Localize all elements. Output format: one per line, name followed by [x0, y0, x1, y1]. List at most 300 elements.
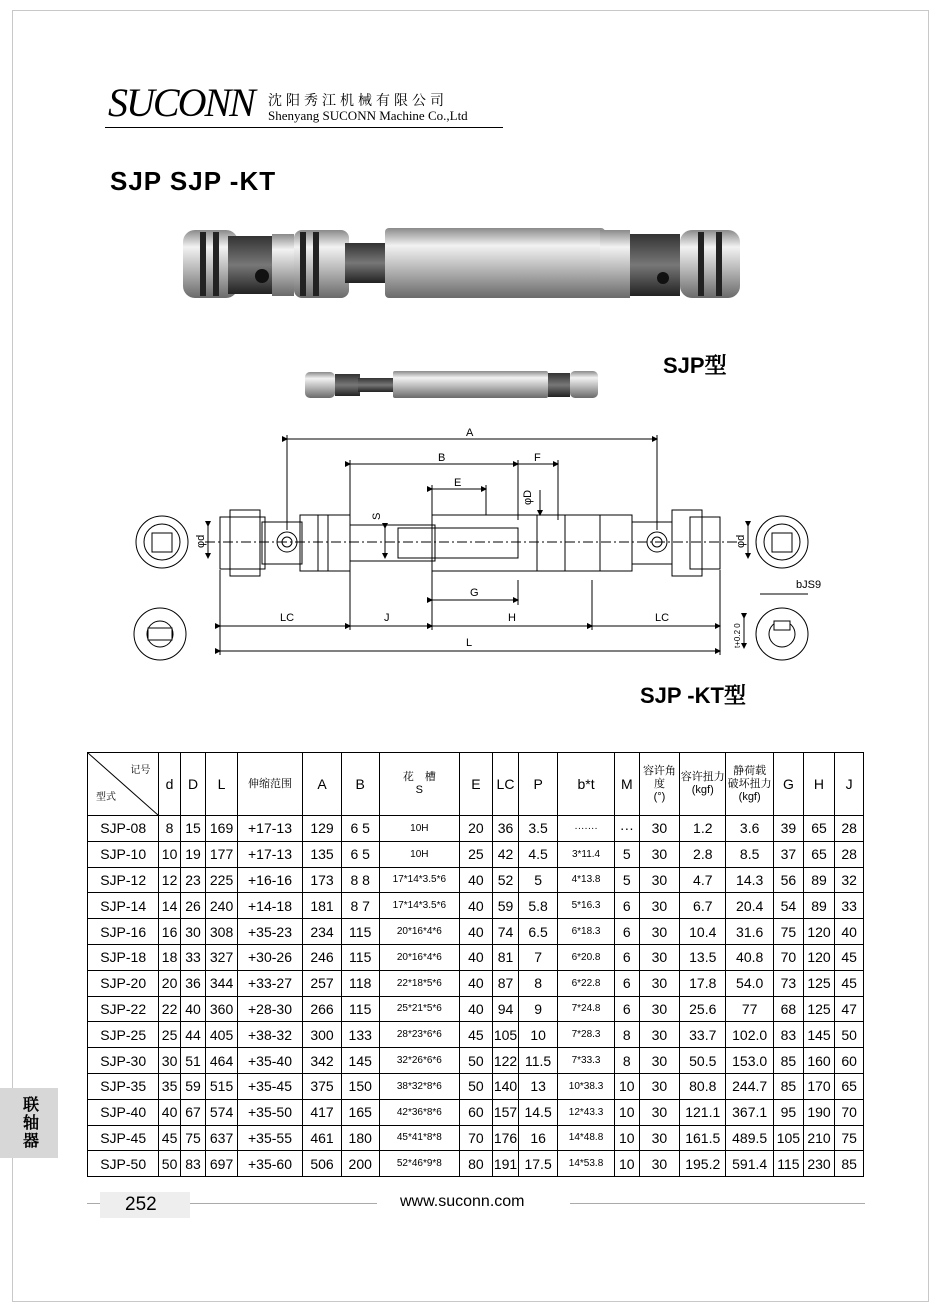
table-cell: 33 — [180, 944, 205, 970]
table-cell: 5 — [615, 841, 639, 867]
table-cell: 40 — [460, 970, 493, 996]
column-header: 花 槽 S — [379, 753, 460, 816]
table-cell: ······· — [557, 816, 614, 842]
table-cell: 39 — [774, 816, 804, 842]
table-cell: 20.4 — [726, 893, 774, 919]
table-cell: 6*22.8 — [557, 970, 614, 996]
table-cell: 10*38.3 — [557, 1073, 614, 1099]
table-cell: 30 — [639, 816, 680, 842]
table-cell: 300 — [303, 1022, 342, 1048]
table-cell: 74 — [492, 919, 519, 945]
dim-A: A — [466, 427, 474, 439]
table-cell: 360 — [206, 996, 238, 1022]
table-cell: 81 — [492, 944, 519, 970]
large-shaft-photo — [183, 228, 740, 298]
table-cell: 7 — [519, 944, 558, 970]
dim-H: H — [508, 612, 516, 624]
table-cell: 7*28.3 — [557, 1022, 614, 1048]
table-row — [88, 1151, 864, 1177]
table-cell: 15 — [180, 816, 205, 842]
table-cell: 157 — [492, 1099, 519, 1125]
table-cell: 4.7 — [680, 867, 726, 893]
table-cell: 87 — [492, 970, 519, 996]
table-row — [88, 944, 864, 970]
table-cell: 115 — [774, 1151, 804, 1177]
table-cell: 30 — [639, 996, 680, 1022]
table-cell: +17-13 — [237, 816, 302, 842]
table-cell: 173 — [303, 867, 342, 893]
table-cell: 6 — [615, 996, 639, 1022]
table-cell: 73 — [774, 970, 804, 996]
table-cell: 5.8 — [519, 893, 558, 919]
table-cell: 50 — [159, 1151, 180, 1177]
table-cell: 230 — [803, 1151, 835, 1177]
table-cell: 160 — [803, 1048, 835, 1074]
table-cell: 10 — [615, 1151, 639, 1177]
table-cell: 70 — [460, 1125, 493, 1151]
table-cell: 5 — [615, 867, 639, 893]
table-cell: +35-45 — [237, 1073, 302, 1099]
table-cell: 8.5 — [726, 841, 774, 867]
table-cell: 10 — [615, 1125, 639, 1151]
dim-LC-left: LC — [280, 612, 295, 624]
table-cell: 50.5 — [680, 1048, 726, 1074]
table-cell: +33-27 — [237, 970, 302, 996]
table-cell: 122 — [492, 1048, 519, 1074]
table-cell: 17*14*3.5*6 — [379, 867, 460, 893]
table-cell: 4.5 — [519, 841, 558, 867]
table-cell: 10.4 — [680, 919, 726, 945]
table-cell: 38*32*8*6 — [379, 1073, 460, 1099]
table-cell: 40 — [460, 996, 493, 1022]
table-cell: 344 — [206, 970, 238, 996]
table-cell: 83 — [774, 1022, 804, 1048]
table-cell: 2.8 — [680, 841, 726, 867]
table-cell: 5 — [519, 867, 558, 893]
model-cell: SJP-20 — [88, 970, 159, 996]
small-shaft-photo — [305, 371, 598, 398]
table-cell: 6 — [615, 970, 639, 996]
table-cell: 8 — [615, 1048, 639, 1074]
table-cell: 246 — [303, 944, 342, 970]
table-cell: 11.5 — [519, 1048, 558, 1074]
column-header: J — [835, 753, 864, 816]
table-cell: 225 — [206, 867, 238, 893]
table-cell: 145 — [341, 1048, 379, 1074]
table-cell: 17.5 — [519, 1151, 558, 1177]
table-cell: 10 — [519, 1022, 558, 1048]
table-cell: 461 — [303, 1125, 342, 1151]
model-cell: SJP-16 — [88, 919, 159, 945]
column-header: H — [803, 753, 835, 816]
table-cell: 20 — [159, 970, 180, 996]
table-cell: 56 — [774, 867, 804, 893]
dimension-labels — [195, 427, 821, 649]
table-cell: 308 — [206, 919, 238, 945]
column-header: B — [341, 753, 379, 816]
table-cell: 40 — [460, 944, 493, 970]
table-cell: 26 — [180, 893, 205, 919]
table-cell: 118 — [341, 970, 379, 996]
website-link[interactable]: www.suconn.com — [400, 1193, 525, 1210]
table-cell: 25*21*5*6 — [379, 996, 460, 1022]
table-cell: 125 — [803, 970, 835, 996]
column-header: G — [774, 753, 804, 816]
table-cell: 464 — [206, 1048, 238, 1074]
table-cell: 3*11.4 — [557, 841, 614, 867]
table-cell: 40 — [460, 919, 493, 945]
table-cell: 51 — [180, 1048, 205, 1074]
model-cell: SJP-18 — [88, 944, 159, 970]
table-cell: 7*33.3 — [557, 1048, 614, 1074]
table-cell: 6 — [615, 919, 639, 945]
page-title: SJP SJP -KT — [110, 166, 277, 196]
dim-phiD: φD — [522, 489, 534, 505]
table-cell: 417 — [303, 1099, 342, 1125]
table-cell: 85 — [774, 1073, 804, 1099]
table-cell: 176 — [492, 1125, 519, 1151]
column-header: b*t — [557, 753, 614, 816]
table-cell: 37 — [774, 841, 804, 867]
table-cell: 54.0 — [726, 970, 774, 996]
table-cell: +17-13 — [237, 841, 302, 867]
column-header: 静荷载 破坏扭力 (kgf) — [726, 753, 774, 816]
table-cell: 85 — [835, 1151, 864, 1177]
spec-table — [87, 752, 864, 1177]
table-cell: 6*20.8 — [557, 944, 614, 970]
table-cell: 8 7 — [341, 893, 379, 919]
dim-E: E — [454, 477, 462, 489]
table-cell: 8 — [615, 1022, 639, 1048]
table-row — [88, 919, 864, 945]
table-cell: 14.5 — [519, 1099, 558, 1125]
table-cell: 140 — [492, 1073, 519, 1099]
model-cell: SJP-08 — [88, 816, 159, 842]
table-cell: 85 — [774, 1048, 804, 1074]
dim-S: S — [371, 512, 383, 520]
table-cell: 60 — [460, 1099, 493, 1125]
table-cell: 125 — [803, 996, 835, 1022]
table-cell: 133 — [341, 1022, 379, 1048]
table-cell: 89 — [803, 893, 835, 919]
table-cell: 105 — [774, 1125, 804, 1151]
table-cell: 94 — [492, 996, 519, 1022]
column-header: D — [180, 753, 205, 816]
table-cell: 22*18*5*6 — [379, 970, 460, 996]
table-cell: 30 — [639, 919, 680, 945]
table-cell: 342 — [303, 1048, 342, 1074]
table-cell: 30 — [639, 1073, 680, 1099]
table-cell: 33.7 — [680, 1022, 726, 1048]
table-cell: 28 — [835, 816, 864, 842]
table-cell: 50 — [460, 1073, 493, 1099]
table-cell: 121.1 — [680, 1099, 726, 1125]
table-cell: 6 5 — [341, 816, 379, 842]
table-cell: 5*16.3 — [557, 893, 614, 919]
table-cell: 75 — [180, 1125, 205, 1151]
side-tab: 联轴器 — [0, 1088, 58, 1158]
table-cell: 1.2 — [680, 816, 726, 842]
table-cell: 32*26*6*6 — [379, 1048, 460, 1074]
table-cell: 30 — [639, 970, 680, 996]
table-cell: 65 — [803, 816, 835, 842]
table-cell: 10H — [379, 841, 460, 867]
column-header: L — [206, 753, 238, 816]
footer-rule-right — [570, 1203, 865, 1204]
table-cell: 153.0 — [726, 1048, 774, 1074]
table-cell: 10 — [615, 1073, 639, 1099]
table-cell: +35-50 — [237, 1099, 302, 1125]
table-cell: 7*24.8 — [557, 996, 614, 1022]
column-header: 容许角度 (°) — [639, 753, 680, 816]
table-cell: 89 — [803, 867, 835, 893]
table-cell: 6.5 — [519, 919, 558, 945]
table-cell: +16-16 — [237, 867, 302, 893]
table-cell: 257 — [303, 970, 342, 996]
table-cell: 68 — [774, 996, 804, 1022]
table-cell: 45 — [835, 944, 864, 970]
dim-L: L — [466, 637, 473, 649]
model-cell: SJP-40 — [88, 1099, 159, 1125]
table-cell: 14.3 — [726, 867, 774, 893]
table-cell: 3.6 — [726, 816, 774, 842]
table-cell: 170 — [803, 1073, 835, 1099]
table-cell: 30 — [639, 944, 680, 970]
table-cell: 30 — [180, 919, 205, 945]
table-cell: 6.7 — [680, 893, 726, 919]
table-cell: 12*43.3 — [557, 1099, 614, 1125]
table-cell: 80.8 — [680, 1073, 726, 1099]
table-cell: 6*18.3 — [557, 919, 614, 945]
column-header: P — [519, 753, 558, 816]
table-cell: 20 — [460, 816, 493, 842]
model-cell: SJP-12 — [88, 867, 159, 893]
table-cell: 244.7 — [726, 1073, 774, 1099]
table-cell: 10H — [379, 816, 460, 842]
table-cell: 36 — [492, 816, 519, 842]
table-row — [88, 1022, 864, 1048]
table-cell: 195.2 — [680, 1151, 726, 1177]
table-cell: 12 — [159, 867, 180, 893]
table-cell: 30 — [639, 1022, 680, 1048]
table-cell: 129 — [303, 816, 342, 842]
table-cell: 36 — [180, 970, 205, 996]
table-cell: 45*41*8*8 — [379, 1125, 460, 1151]
table-header-row — [88, 753, 864, 816]
table-cell: 75 — [774, 919, 804, 945]
column-header: d — [159, 753, 180, 816]
table-cell: +14-18 — [237, 893, 302, 919]
table-cell: 95 — [774, 1099, 804, 1125]
dim-LC-right: LC — [655, 612, 670, 624]
table-cell: 574 — [206, 1099, 238, 1125]
table-row — [88, 893, 864, 919]
table-cell: 4*13.8 — [557, 867, 614, 893]
table-cell: +28-30 — [237, 996, 302, 1022]
table-cell: 405 — [206, 1022, 238, 1048]
table-cell: 200 — [341, 1151, 379, 1177]
table-cell: 40.8 — [726, 944, 774, 970]
table-cell: 77 — [726, 996, 774, 1022]
table-cell: 6 — [615, 944, 639, 970]
table-cell: 17*14*3.5*6 — [379, 893, 460, 919]
table-cell: 44 — [180, 1022, 205, 1048]
table-cell: +38-32 — [237, 1022, 302, 1048]
table-cell: 52 — [492, 867, 519, 893]
column-header: LC — [492, 753, 519, 816]
table-cell: 45 — [835, 970, 864, 996]
table-cell: 177 — [206, 841, 238, 867]
column-header: 伸缩范围 — [237, 753, 302, 816]
table-cell: 30 — [639, 841, 680, 867]
table-cell: 115 — [341, 996, 379, 1022]
table-cell: +35-60 — [237, 1151, 302, 1177]
table-cell: 40 — [159, 1099, 180, 1125]
sjp-type-label: SJP型 — [663, 353, 727, 378]
table-cell: 83 — [180, 1151, 205, 1177]
dim-F: F — [534, 452, 541, 464]
table-cell: 22 — [159, 996, 180, 1022]
table-cell: 367.1 — [726, 1099, 774, 1125]
line-drawing — [134, 435, 808, 660]
column-header: 容许扭力 (kgf) — [680, 753, 726, 816]
table-cell: 20*16*4*6 — [379, 919, 460, 945]
table-cell: 10 — [159, 841, 180, 867]
table-cell: +35-55 — [237, 1125, 302, 1151]
table-cell: 65 — [835, 1073, 864, 1099]
model-cell: SJP-35 — [88, 1073, 159, 1099]
sjp-kt-type-label: SJP -KT型 — [640, 683, 746, 708]
table-cell: 16 — [519, 1125, 558, 1151]
table-cell: 40 — [835, 919, 864, 945]
table-cell: 67 — [180, 1099, 205, 1125]
table-cell: 115 — [341, 944, 379, 970]
table-cell: 40 — [460, 893, 493, 919]
table-row — [88, 841, 864, 867]
table-cell: 506 — [303, 1151, 342, 1177]
table-cell: 30 — [639, 1099, 680, 1125]
table-cell: 50 — [835, 1022, 864, 1048]
table-cell: 30 — [639, 1125, 680, 1151]
table-cell: 52*46*9*8 — [379, 1151, 460, 1177]
model-cell: SJP-50 — [88, 1151, 159, 1177]
table-cell: 18 — [159, 944, 180, 970]
table-cell: 210 — [803, 1125, 835, 1151]
table-cell: 591.4 — [726, 1151, 774, 1177]
table-cell: 9 — [519, 996, 558, 1022]
table-cell: 150 — [341, 1073, 379, 1099]
table-cell: 13.5 — [680, 944, 726, 970]
table-row — [88, 816, 864, 842]
table-cell: 8 — [519, 970, 558, 996]
table-cell: 6 — [615, 893, 639, 919]
table-cell: 145 — [803, 1022, 835, 1048]
table-cell: 697 — [206, 1151, 238, 1177]
table-cell: 30 — [639, 1048, 680, 1074]
dim-phid-left: φd — [195, 534, 207, 548]
table-cell: 54 — [774, 893, 804, 919]
column-header: A — [303, 753, 342, 816]
table-cell: 59 — [492, 893, 519, 919]
table-cell: 42 — [492, 841, 519, 867]
table-cell: 191 — [492, 1151, 519, 1177]
table-cell: 30 — [639, 893, 680, 919]
table-cell: 120 — [803, 944, 835, 970]
table-cell: 30 — [639, 867, 680, 893]
table-cell: 3.5 — [519, 816, 558, 842]
header-corner: 记号 型式 — [88, 753, 159, 816]
table-cell: 80 — [460, 1151, 493, 1177]
table-cell: 489.5 — [726, 1125, 774, 1151]
table-cell: 102.0 — [726, 1022, 774, 1048]
model-cell: SJP-30 — [88, 1048, 159, 1074]
table-cell: 60 — [835, 1048, 864, 1074]
table-cell: 16 — [159, 919, 180, 945]
dim-B: B — [438, 452, 446, 464]
table-cell: 47 — [835, 996, 864, 1022]
table-cell: 327 — [206, 944, 238, 970]
table-cell: 234 — [303, 919, 342, 945]
dim-J: J — [384, 612, 390, 624]
model-cell: SJP-25 — [88, 1022, 159, 1048]
model-cell: SJP-14 — [88, 893, 159, 919]
table-cell: 14*48.8 — [557, 1125, 614, 1151]
table-row — [88, 970, 864, 996]
table-cell: 70 — [835, 1099, 864, 1125]
table-cell: 515 — [206, 1073, 238, 1099]
table-cell: 45 — [159, 1125, 180, 1151]
table-cell: 135 — [303, 841, 342, 867]
table-cell: 181 — [303, 893, 342, 919]
table-cell: 33 — [835, 893, 864, 919]
table-row — [88, 1073, 864, 1099]
table-cell: 17.8 — [680, 970, 726, 996]
table-cell: 115 — [341, 919, 379, 945]
company-name-en: Shenyang SUCONN Machine Co.,Ltd — [268, 108, 468, 123]
table-cell: 25 — [460, 841, 493, 867]
table-cell: 28*23*6*6 — [379, 1022, 460, 1048]
dim-G: G — [470, 587, 479, 599]
table-cell: 32 — [835, 867, 864, 893]
table-cell: 23 — [180, 867, 205, 893]
table-row — [88, 1099, 864, 1125]
table-cell: 28 — [835, 841, 864, 867]
table-cell: 266 — [303, 996, 342, 1022]
table-cell: 375 — [303, 1073, 342, 1099]
table-row — [88, 996, 864, 1022]
table-row — [88, 867, 864, 893]
table-cell: 105 — [492, 1022, 519, 1048]
table-cell: 120 — [803, 919, 835, 945]
company-logo: SUCONN — [108, 80, 254, 125]
table-cell: 169 — [206, 816, 238, 842]
table-cell: 19 — [180, 841, 205, 867]
table-cell: 30 — [159, 1048, 180, 1074]
table-cell: +35-40 — [237, 1048, 302, 1074]
table-cell: +30-26 — [237, 944, 302, 970]
model-cell: SJP-22 — [88, 996, 159, 1022]
table-cell: +35-23 — [237, 919, 302, 945]
table-cell: 20*16*4*6 — [379, 944, 460, 970]
table-cell: 45 — [460, 1022, 493, 1048]
page-number: 252 — [125, 1194, 157, 1215]
column-header: E — [460, 753, 493, 816]
table-row — [88, 1125, 864, 1151]
table-cell: 240 — [206, 893, 238, 919]
table-cell: 40 — [180, 996, 205, 1022]
table-cell: 35 — [159, 1073, 180, 1099]
table-cell: 70 — [774, 944, 804, 970]
